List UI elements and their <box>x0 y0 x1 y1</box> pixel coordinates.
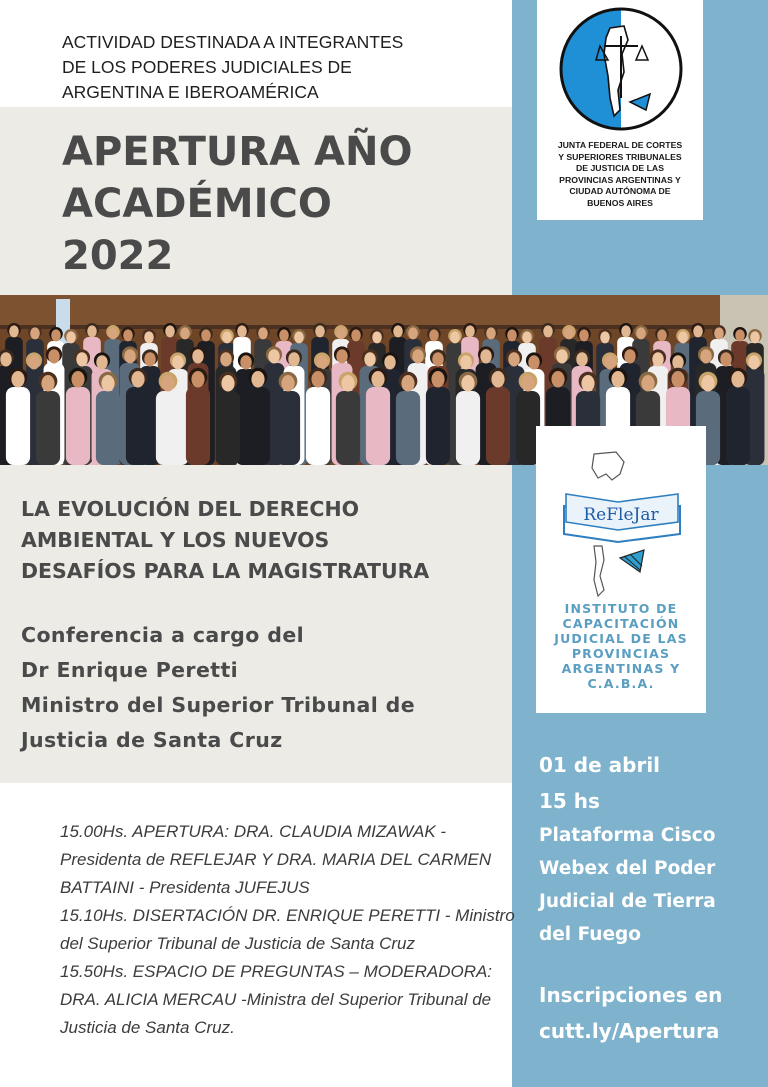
speaker-court: Justicia de Santa Cruz <box>21 728 283 752</box>
reflejar-logo-card <box>536 426 706 713</box>
reflejar-wordmark: ReFleJar <box>583 505 659 525</box>
event-details <box>539 747 759 1049</box>
reflejar-name: INSTITUTO DE CAPACITACIÓN JUDICIAL DE LAS PROVINCIAS ARGENTINAS Y C.A.B.A. <box>554 601 688 691</box>
program-schedule <box>60 818 515 1042</box>
event-platform: Plataforma Cisco Webex del Poder Judicial de Tierra del Fuego <box>539 825 716 945</box>
audience-note: ACTIVIDAD DESTINADA A INTEGRANTES DE LOS PODERES JUDICIALES DE ARGENTINA E IBEROAMÉRICA <box>62 32 404 102</box>
program-item: 15.50Hs. ESPACIO DE PREGUNTAS – MODERADORA: DRA. ALICIA MERCAU -Ministra del Superior Tribunal de Justicia de Santa Cruz. <box>60 962 493 1037</box>
speaker-line: Conferencia a cargo del <box>21 623 305 647</box>
program-item: 15.00Hs. APERTURA: DRA. CLAUDIA MIZAWAK - Presidenta de REFLEJAR Y DRA. MARIA DEL CARMEN BATTAINI - Presidenta JUFEJUS <box>60 822 492 897</box>
jufejus-name: JUNTA FEDERAL DE CORTES Y SUPERIORES TRIBUNALES DE JUSTICIA DE LAS PROVINCIAS ARGENTINAS Y CIUDAD AUTÓNOMA DE BUENOS AIRES <box>557 140 683 208</box>
speaker-block <box>21 618 501 758</box>
program-item: 15.10Hs. DISERTACIÓN DR. ENRIQUE PERETTI - Ministro del Superior Tribunal de Justicia de Santa Cruz <box>60 906 515 953</box>
signup-link[interactable]: Inscripciones en cutt.ly/Apertura <box>539 983 723 1043</box>
event-time: 15 hs <box>539 789 600 813</box>
jufejus-logo-card <box>537 0 703 220</box>
event-date: 01 de abril <box>539 753 661 777</box>
reflejar-emblem-icon <box>554 450 688 600</box>
speaker-name: Dr Enrique Peretti <box>21 658 239 682</box>
speaker-role: Ministro del Superior Tribunal de <box>21 693 416 717</box>
jufejus-emblem-icon <box>558 6 684 132</box>
page-title: APERTURA AÑO ACADÉMICO 2022 <box>62 129 413 279</box>
conference-topic: LA EVOLUCIÓN DEL DERECHO AMBIENTAL Y LOS NUEVOS DESAFÍOS PARA LA MAGISTRATURA <box>21 497 430 583</box>
